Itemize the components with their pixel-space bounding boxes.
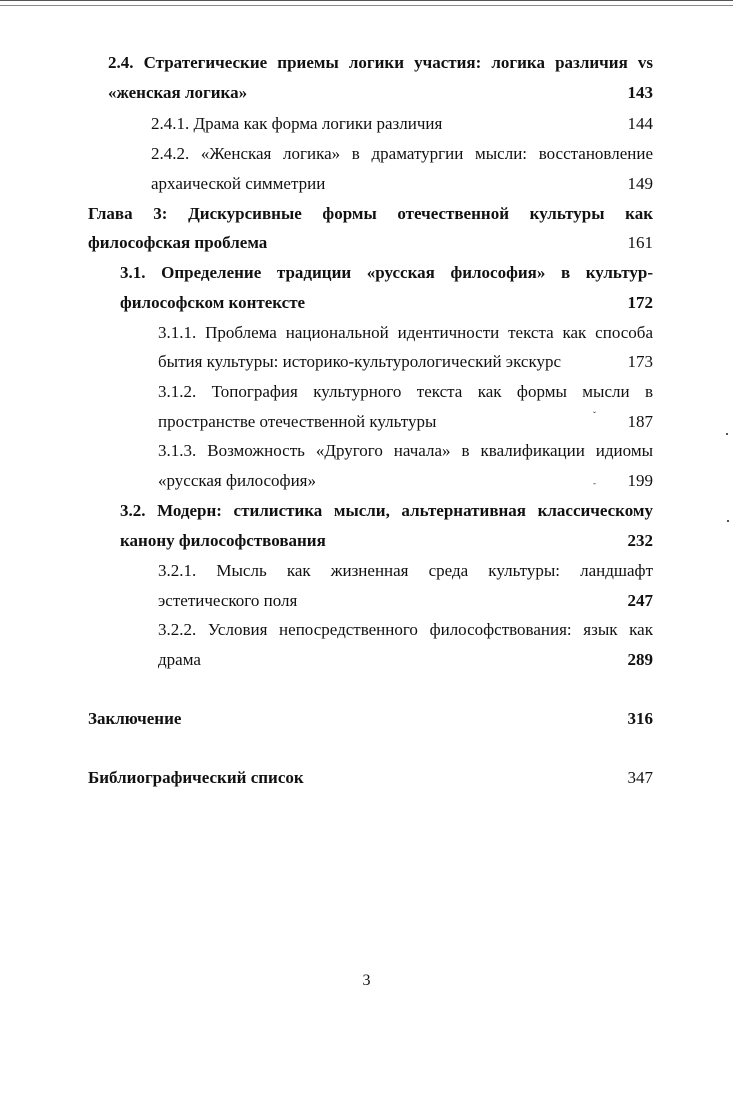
toc-chapter-3-line2: философская проблема xyxy=(88,233,268,252)
toc-3-1-line2: философском контексте xyxy=(120,293,306,312)
toc-3-1-2-page: 187 xyxy=(627,412,653,431)
page-number: 3 xyxy=(362,972,371,989)
toc-3-1-3-line2: «русская философия» xyxy=(158,471,316,490)
toc-3-2-1-page: 247 xyxy=(627,591,653,610)
toc-3-2-line1: 3.2. Модерн: стилистика мысли, альтернативная классическому xyxy=(120,501,653,520)
toc-2-4-1-page: 144 xyxy=(627,114,653,133)
toc-2-4-2-page: 149 xyxy=(627,174,653,193)
toc-3-1-1-line2: бытия культуры: историко-культурологический экскурс xyxy=(158,352,562,371)
toc-2-4-line1: 2.4. Стратегические приемы логики участия: логика различия vs xyxy=(108,53,653,72)
scan-speck xyxy=(726,433,728,435)
toc-2-4-1-title: 2.4.1. Драма как форма логики различия xyxy=(151,114,443,133)
scan-speck: ˇ xyxy=(593,410,596,420)
toc-3-1-line1: 3.1. Определение традиции «русская философия» в культур- xyxy=(120,263,653,282)
toc-conclusion-title: Заключение xyxy=(88,709,182,728)
toc-2-4-page: 143 xyxy=(627,83,653,102)
toc-3-1-page: 172 xyxy=(627,293,653,312)
scan-speck: - xyxy=(593,478,596,488)
scan-top-border xyxy=(0,0,733,6)
toc-2-4-2-line1: 2.4.2. «Женская логика» в драматургии мысли: восстановление xyxy=(151,144,653,163)
toc-3-2-page: 232 xyxy=(627,531,653,550)
toc-3-2-line2: канону философствования xyxy=(120,531,326,550)
scan-speck xyxy=(727,520,729,522)
toc-3-2-2-line1: 3.2.2. Условия непосредственного философствования: язык как xyxy=(158,620,653,639)
toc-3-2-2-page: 289 xyxy=(627,650,653,669)
toc-3-1-1-line1: 3.1.1. Проблема национальной идентичности текста как способа xyxy=(158,323,653,342)
toc-3-1-1-page: 173 xyxy=(627,352,653,371)
toc-3-1-2-line1: 3.1.2. Топография культурного текста как формы мысли в xyxy=(158,382,653,401)
toc-2-4-line2: «женская логика» xyxy=(108,83,248,102)
toc-3-2-1-line2: эстетического поля xyxy=(158,591,298,610)
toc-bibliography-page: 347 xyxy=(627,768,653,787)
toc-3-1-3-page: 199 xyxy=(627,471,653,490)
toc-3-1-2-line2: пространстве отечественной культуры xyxy=(158,412,437,431)
toc-chapter-3-line1: Глава 3: Дискурсивные формы отечественной культуры как xyxy=(88,204,653,223)
toc-3-2-1-line1: 3.2.1. Мысль как жизненная среда культуры: ландшафт xyxy=(158,561,653,580)
toc-3-2-2-line2: драма xyxy=(158,650,201,669)
toc-chapter-3-page: 161 xyxy=(627,233,653,252)
toc-2-4-2-line2: архаической симметрии xyxy=(151,174,326,193)
toc-conclusion-page: 316 xyxy=(627,709,653,728)
toc-3-1-3-line1: 3.1.3. Возможность «Другого начала» в квалификации идиомы xyxy=(158,441,653,460)
toc-bibliography-title: Библиографический список xyxy=(88,768,304,787)
